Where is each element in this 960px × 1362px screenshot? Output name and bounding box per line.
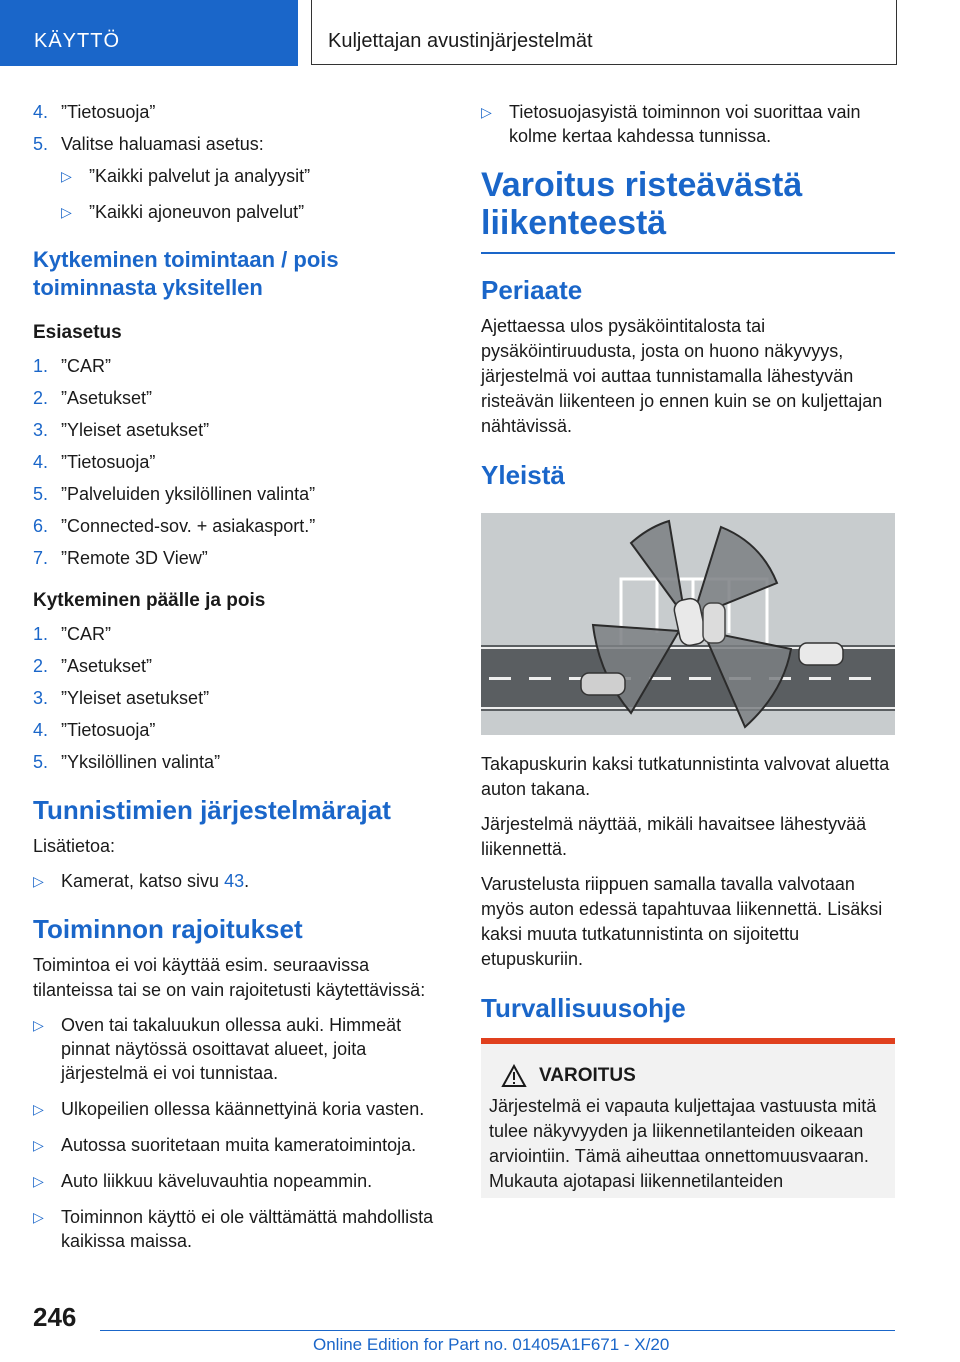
more-info-label: Lisätietoa: <box>33 836 116 856</box>
triangle-bullet-icon: ▷ <box>33 1017 44 1033</box>
general-p1: Takapuskurin kaksi tutkatunnistinta valvovat aluetta auton takana. <box>481 754 890 799</box>
bullet-item: ▷ ”Kaikki palvelut ja analyysit” <box>61 166 311 186</box>
warning-title: VAROITUS <box>539 1065 636 1086</box>
list-item: 2. ”Asetukset” <box>33 388 153 408</box>
list-item: 2. ”Asetukset” <box>33 656 153 676</box>
triangle-bullet-icon: ▷ <box>61 168 72 184</box>
list-item: 1. ”CAR” <box>33 624 111 644</box>
triangle-bullet-icon: ▷ <box>481 104 492 120</box>
list-item: 3. ”Yleiset asetukset” <box>33 688 210 708</box>
general-p2: Järjestelmä näyttää, mikäli havaitsee lähestyvää liikennettä. <box>481 814 867 859</box>
warning-box <box>481 1038 895 1198</box>
chapter-label: Kuljettajan avustinjärjestelmät <box>328 30 593 52</box>
heading-general: Yleistä <box>481 460 565 490</box>
footer-divider <box>100 1330 895 1331</box>
list-b <box>33 354 443 570</box>
heading-toggle: Kytkeminen toimintaan / pois toiminnasta yksitellen <box>33 247 339 300</box>
list-item: 7. ”Remote 3D View” <box>33 548 208 568</box>
list-item: 4. ”Tietosuoja” <box>33 102 156 122</box>
list-item: 4. ”Tietosuoja” <box>33 452 156 472</box>
heading-safety: Turvallisuusohje <box>481 993 686 1023</box>
left-column <box>33 100 443 1265</box>
bullet-item: ▷ Tietosuojasyistä toiminnon voi suorittaa vain kolme kertaa kahdessa tunnissa. <box>481 102 861 146</box>
bullet-item: ▷ ”Kaikki ajoneuvon palvelut” <box>61 202 305 222</box>
section-label: KÄYTTÖ <box>34 30 121 52</box>
list-item: 6. ”Connected-sov. + asiakasport.” <box>33 516 316 536</box>
triangle-bullet-icon: ▷ <box>61 204 72 220</box>
triangle-bullet-icon: ▷ <box>33 1209 44 1225</box>
heading-func-limits: Toiminnon rajoitukset <box>33 914 303 944</box>
list-item: 5. ”Palveluiden yksilöllinen valinta” <box>33 484 316 504</box>
list-item: 5. Valitse haluamasi asetus: <box>33 134 264 154</box>
warning-text: Järjestelmä ei vapauta kuljettajaa vastuusta mitä tulee näkyvyyden ja liikennetilanteiden oikeaan arviointiin. Tämä aiheuttaa onnettomuusvaaran. Mukauta ajotapasi liikennetilanteiden <box>489 1096 877 1191</box>
triangle-bullet-icon: ▷ <box>33 1173 44 1189</box>
bullet-item: ▷ Toiminnon käyttö ei ole välttämättä mahdollista kaikissa maissa. <box>33 1207 434 1251</box>
page-link-43[interactable]: 43 <box>224 871 245 891</box>
list-item: 3. ”Yleiset asetukset” <box>33 420 210 440</box>
func-intro: Toimintoa ei voi käyttää esim. seuraavissa tilanteissa tai se on vain rajoitetusti käytettävissä: <box>33 955 426 1000</box>
edition-footer: Online Edition for Part no. 01405A1F671 - X/20 <box>313 1335 670 1354</box>
list-item: 5. ”Yksilöllinen valinta” <box>33 752 221 772</box>
heading-limits: Tunnistimien järjestelmärajat <box>33 795 391 825</box>
bullet-item: ▷ Kamerat, katso sivu 43. <box>33 871 250 891</box>
heading-onoff: Kytkeminen päälle ja pois <box>33 590 266 611</box>
bullet-item: ▷ Auto liikkuu käveluvauhtia nopeammin. <box>33 1171 373 1191</box>
page-number: 246 <box>33 1302 77 1332</box>
triangle-bullet-icon: ▷ <box>33 1137 44 1153</box>
warning-triangle-icon <box>501 1064 527 1088</box>
bullet-item: ▷ Autossa suoritetaan muita kameratoimintoja. <box>33 1135 417 1155</box>
chapter-tab[interactable] <box>311 0 897 65</box>
bullet-item: ▷ Oven tai takaluukun ollessa auki. Himmeät pinnat näytössä osoittavat alueet, joita järjestelmä ei voi tunnistaa. <box>33 1015 402 1083</box>
section-tab[interactable] <box>0 0 298 66</box>
list-a <box>33 100 443 224</box>
triangle-bullet-icon: ▷ <box>33 1101 44 1117</box>
principle-text: Ajettaessa ulos pysäköintitalosta tai pysäköintiruudusta, josta on huono näkyvyys, järjestelmä voi auttaa tunnistamalla lähestyvän risteävän liikenteen jo ennen kuin se on kuljettajan nähtävissä. <box>481 316 883 436</box>
list-item: 1. ”CAR” <box>33 356 111 376</box>
list-item: 4. ”Tietosuoja” <box>33 720 156 740</box>
warning-title-row <box>489 1064 887 1088</box>
cross-traffic-figure <box>481 513 895 735</box>
heading-preset: Esiasetus <box>33 322 122 343</box>
heading-principle: Periaate <box>481 275 583 305</box>
bullet-item: ▷ Ulkopeilien ollessa käännettyinä koria vasten. <box>33 1099 425 1119</box>
triangle-bullet-icon: ▷ <box>33 873 44 889</box>
heading-main: Varoitus risteävästä liikenteestä <box>481 166 895 254</box>
general-p3: Varustelusta riippuen samalla tavalla valvotaan myös auton edessä tapahtuvaa liikennettä. Lisäksi kaksi muuta tutkatunnistinta on sijoitettu etupuskuriin. <box>481 874 883 969</box>
list-c <box>33 622 443 774</box>
right-column <box>481 100 895 1198</box>
